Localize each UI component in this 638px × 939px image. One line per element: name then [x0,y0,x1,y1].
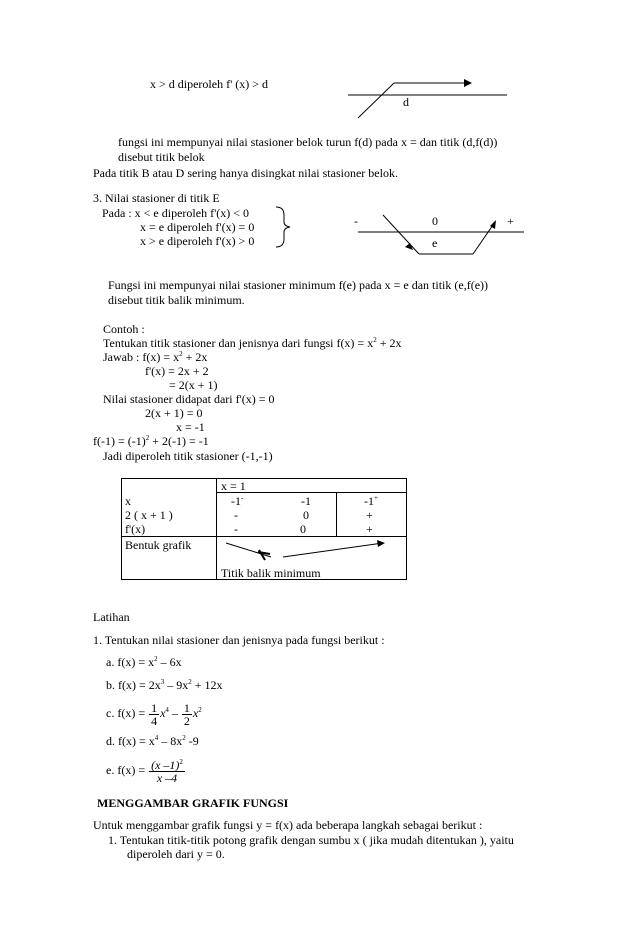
derivative-condition-text: x > d diperoleh f' (x) > d [150,77,269,91]
answer-derivative: f'(x) = 2x + 2 [145,364,209,378]
table-cell: + [366,522,373,536]
inflection-d-label: d [403,95,409,109]
table-cell: - [234,522,238,536]
table-row-label-graph: Bentuk grafik [125,538,192,552]
answer-function: Jawab : $f(x) = x^2 + 2x$ [103,350,208,364]
graph-intro: Untuk menggambar grafik fungsi y = f(x) ada beberapa langkah sebagai berikut : [93,818,483,832]
table-cell: + [366,508,373,522]
table-cell: -1- [231,494,244,508]
condition-3: x > e diperoleh f'(x) > 0 [140,234,255,248]
section-heading: MENGGAMBAR GRAFIK FUNGSI [97,796,289,810]
exercise-d: d. $f(x) = x^4 - 8x^2$ -9 [106,734,199,748]
inflection-description-cont: disebut titik belok [118,150,205,164]
exercise-title: Latihan [93,610,130,624]
inflection-note: Pada titik B atau D sering hanya disingkat nilai stasioner belok. [93,166,398,180]
minimum-e-label: e [432,236,438,250]
condition-1: Pada : x < e diperoleh f'(x) < 0 [102,206,249,220]
answer-factored: = 2(x + 1) [169,378,218,392]
table-cell: 0 [300,522,306,536]
answer-solution: x = -1 [176,420,205,434]
condition-2: x = e diperoleh f'(x) = 0 [140,220,255,234]
table-cell: -1 [301,494,311,508]
inflection-description: fungsi ini mempunyai nilai stasioner belok turun f(d) pada x = dan titik (d,f(d)) [118,135,498,149]
fraction: $\frac{1}{2}$ [183,700,190,728]
exercise-b: b. $f(x) = 2x^3 - 9x^2 + 12x$ [106,678,223,692]
graph-step-1: 1. Tentukan titik-titik potong grafik dengan sumbu x ( jika mudah ditentukan ), yaitu [108,833,514,847]
table-cell: -1+ [364,494,378,508]
graph-falling-line [226,543,271,557]
graph-rising-line [283,543,383,557]
fraction: $\frac{1}{4}$ [151,700,158,728]
table-cell: - [234,508,238,522]
table-header-x: x = 1 [221,479,246,493]
graph-caption: Titik balik minimum [221,566,321,580]
example-title: Contoh : [103,322,145,336]
answer-conclusion: Jadi diperoleh titik stasioner (-1,-1) [103,449,273,463]
fraction: $\frac{(x -1)^2}{x -4}$ [151,757,183,785]
answer-stationary-rule: Nilai stasioner didapat dari f'(x) = 0 [103,392,275,406]
exercise-e: e. f(x) = $\frac{(x -1)^2}{x -4}$ [106,757,183,785]
minimum-description-cont: disebut titik balik minimum. [108,293,245,307]
table-row-label-x: x [125,494,131,508]
example-question: Tentukan titik stasioner dan jenisnya dari fungsi $f(x) = x^2 + 2x$ [103,336,402,350]
table-row-label-factor: 2 ( x + 1 ) [125,508,173,522]
section3-title: 3. Nilai stasioner di titik E [93,191,220,205]
exercise-a: a. $f(x) = x^2 - 6x$ [106,655,182,669]
table-cell: 0 [303,508,309,522]
sign-zero: 0 [432,214,438,228]
exercise-c: c. f(x) = $\frac{1}{4}$ $x^4$ – $\frac{1}{2}$ $x^2$ [106,700,202,728]
graph-step-1-cont: diperoleh dari y = 0. [127,847,225,861]
answer-evaluation: $f(-1) = (-1)^2 + 2(-1) = -1$ [93,434,209,448]
sign-minus: - [354,214,358,228]
table-row-label-derivative: f'(x) [125,522,146,536]
arrow-head-icon [377,540,385,547]
minimum-description: Fungsi ini mempunyai nilai stasioner minimum f(e) pada x = e dan titik (e,f(e)) [108,278,489,292]
exercise-question-1: 1. Tentukan nilai stasioner dan jenisnya pada fungsi berikut : [93,633,385,647]
answer-equation: 2(x + 1) = 0 [145,406,203,420]
sign-plus: + [507,214,514,228]
